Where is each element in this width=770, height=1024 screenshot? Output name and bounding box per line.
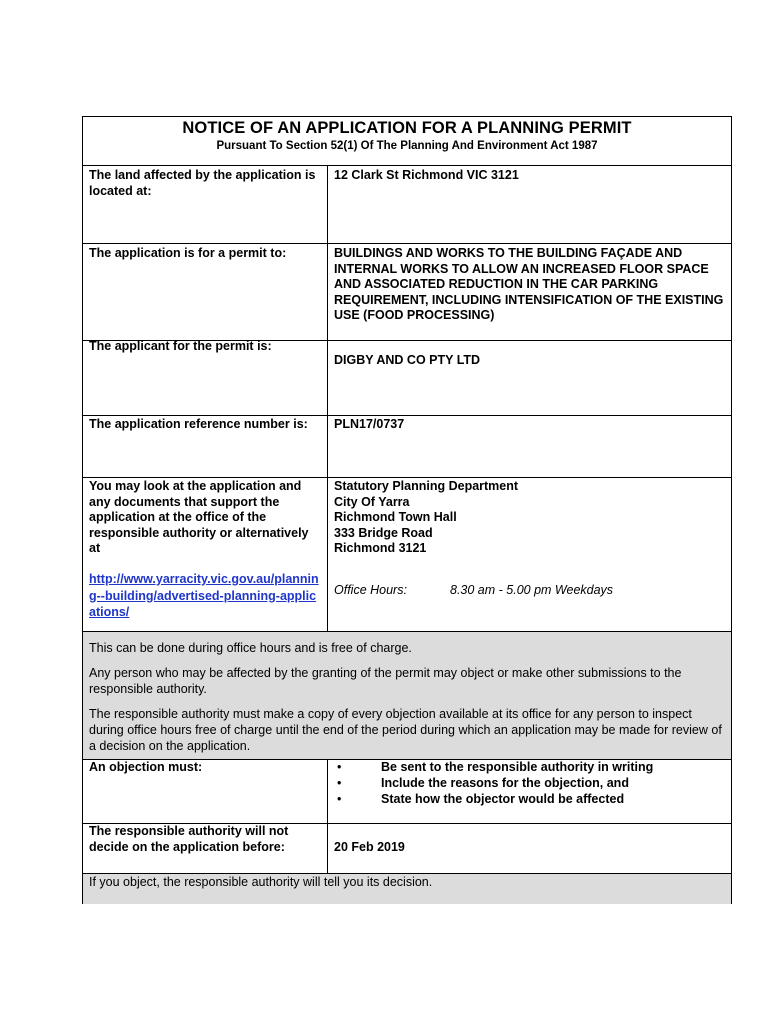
list-item: • Be sent to the responsible authority in writing — [337, 760, 654, 774]
note-paragraph: The responsible authority must make a copy of every objection available at its office for any person to inspect during office hours free of charge until the end of the period during which an application may be made for review of a decision on the application. — [89, 707, 722, 753]
note-paragraph: This can be done during office hours and is free of charge. — [89, 641, 412, 655]
inspect-label: You may look at the application and any documents that support the application at the office of the responsible authority or alternatively at — [89, 479, 309, 555]
list-item: • Include the reasons for the objection, and — [337, 776, 629, 790]
decision-date: 20 Feb 2019 — [334, 840, 405, 854]
objection-requirements — [334, 759, 724, 807]
applicant-name: DIGBY AND CO PTY LTD — [334, 353, 481, 367]
divider — [83, 243, 731, 244]
column-divider — [327, 759, 328, 873]
bullet-icon: • — [337, 760, 342, 774]
permit-label: The application is for a permit to: — [89, 246, 287, 260]
divider — [83, 477, 731, 478]
address-line: Statutory Planning Department — [334, 479, 519, 493]
address-line: Richmond Town Hall — [334, 510, 457, 524]
list-item: • State how the objector would be affected — [337, 792, 625, 806]
planning-permit-notice — [82, 116, 732, 904]
footer-note: If you object, the responsible authority will tell you its decision. — [89, 875, 433, 889]
column-divider — [327, 165, 328, 631]
address-line: City Of Yarra — [334, 494, 410, 509]
reference-number: PLN17/0737 — [334, 417, 405, 431]
bullet-icon: • — [337, 792, 342, 806]
divider — [83, 415, 731, 416]
address-line: Richmond 3121 — [334, 541, 427, 555]
office-hours-value: 8.30 am - 5.00 pm Weekdays — [450, 583, 614, 597]
land-address: 12 Clark St Richmond VIC 3121 — [334, 168, 519, 182]
inspect-link-wrapper — [89, 571, 323, 621]
address-line: 333 Bridge Road — [334, 525, 433, 540]
bullet-icon: • — [337, 776, 342, 790]
note-paragraph: Any person who may be affected by the granting of the permit may object or make other submissions to the responsible authority. — [89, 666, 682, 696]
office-hours — [334, 583, 613, 597]
land-label: The land affected by the application is located at: — [89, 168, 316, 198]
page-subtitle: Pursuant To Section 52(1) Of The Planning And Environment Act 1987 — [216, 140, 598, 152]
objection-label: An objection must: — [89, 760, 203, 774]
applicant-label: The applicant for the permit is: — [89, 339, 272, 353]
decision-label: The responsible authority will not decide on the application before: — [89, 824, 289, 854]
office-address — [334, 479, 724, 557]
reference-label: The application reference number is: — [89, 417, 308, 431]
planning-applications-link[interactable]: http://www.yarracity.vic.gov.au/planning--building/advertised-planning-applications/ — [89, 572, 319, 619]
permit-description: BUILDINGS AND WORKS TO THE BUILDING FAÇADE AND INTERNAL WORKS TO ALLOW AN INCREASED FLOOR SPACE AND ASSOCIATED REDUCTION IN THE CAR PARKING REQUIREMENT, INCLUDING INTENSIFICATION OF THE EXISTING USE (FOOD PROCESSING) — [334, 246, 724, 322]
office-hours-label: Office Hours: — [334, 583, 407, 597]
page-title: NOTICE OF AN APPLICATION FOR A PLANNING PERMIT — [182, 119, 632, 137]
divider — [83, 165, 731, 166]
